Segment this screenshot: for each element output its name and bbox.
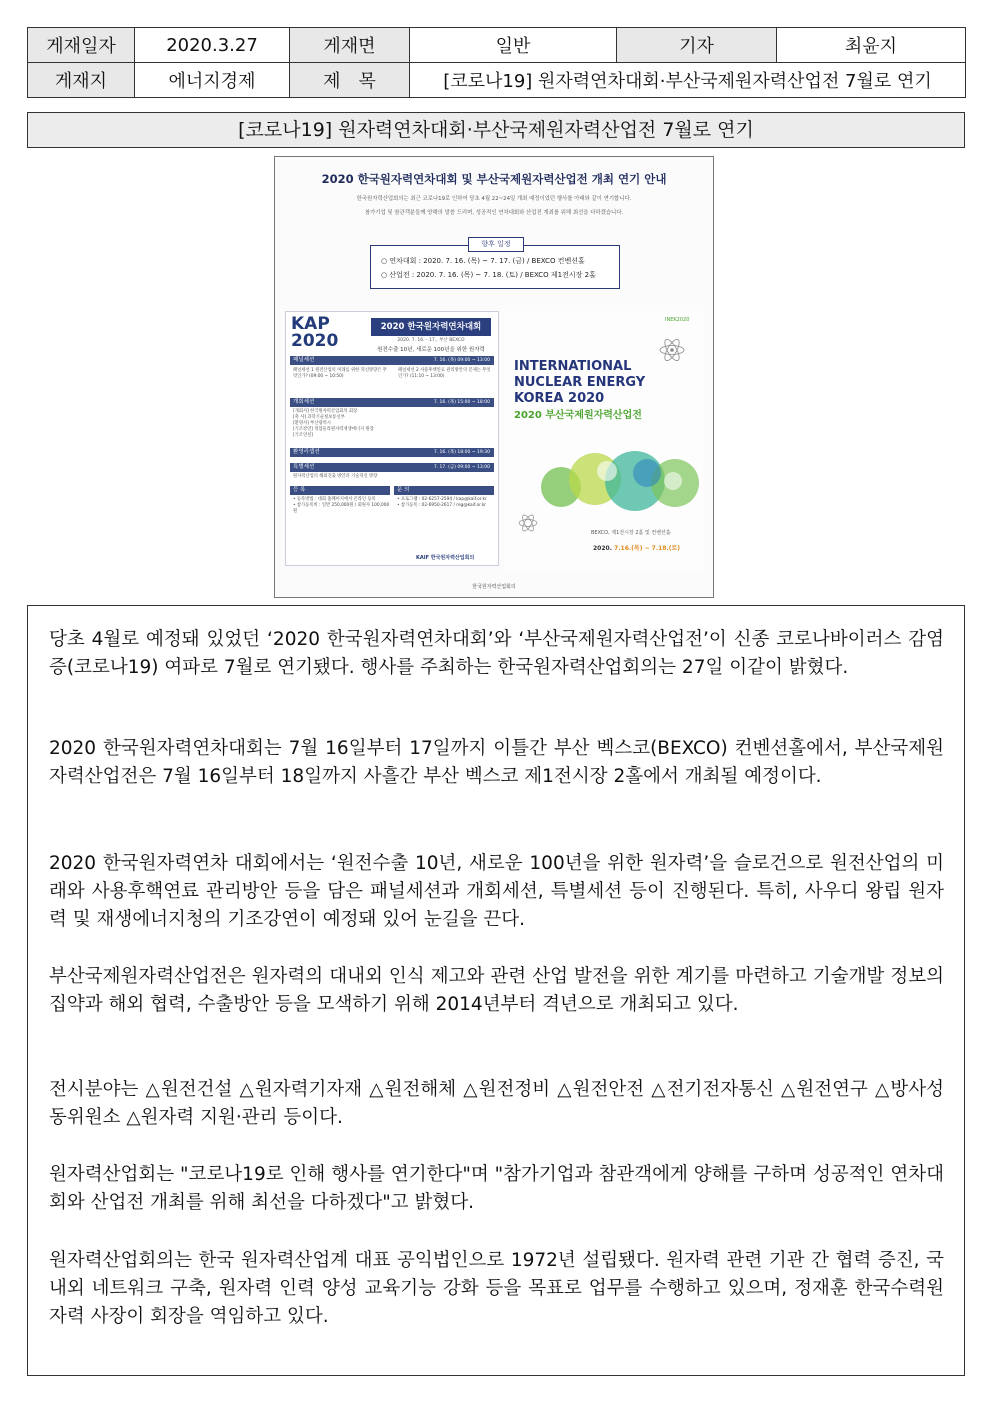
meta-row-1 bbox=[28, 28, 966, 63]
atom-icon bbox=[655, 335, 689, 365]
panel-session-1: 패널세션 1 원전산업의 미래를 위한 혁신방향은 무엇인가? (09:00 ~ 10:50) bbox=[293, 368, 387, 379]
session-reception: 환영리셉션 7. 16. (목) 18:00 ~ 19:30 bbox=[290, 448, 494, 457]
poster-footer: 한국원자력산업회의 bbox=[472, 584, 516, 590]
meta-section-label: 게재면 bbox=[290, 28, 410, 63]
register-header: 등 록 bbox=[290, 486, 390, 495]
kaif-footer: KAIF 한국원자력산업회의 bbox=[416, 555, 475, 561]
opening-line: [기조연설] bbox=[293, 433, 313, 438]
paragraph-7: 원자력산업회의는 한국 원자력산업계 대표 공익법인으로 1972년 설립됐다. 원자력 관련 기관 간 협력 증진, 국내외 네트워크 구축, 원자력 인력 양성 교육기능 강화 등을 목표로 업무를 수행하고 있으며, 정재훈 한국수력원자력 사장이 회장을 역임하고 있다. bbox=[49, 1250, 944, 1327]
schedule-exhibition: ○ 산업전 : 2020. 7. 16. (목) ~ 7. 18. (토) / BEXCO 제1전시장 2홀 bbox=[381, 271, 596, 279]
session-opening: 개회세션 7. 16. (목) 15:00 ~ 18:00 bbox=[290, 398, 494, 407]
exhibition-graphic bbox=[535, 441, 703, 521]
opening-line: [기조강연] 킹압둘라원자력재생에너지 원장 bbox=[293, 427, 374, 432]
exhibition-date bbox=[593, 543, 680, 552]
inquiry-body bbox=[394, 497, 494, 509]
paragraph-5: 전시분야는 △원전건설 △원자력기자재 △원전해체 △원전정비 △원전안전 △전기전자통신 △원전연구 △방사성 동위원소 △원자력 지원·관리 등이다. bbox=[49, 1079, 944, 1128]
kap-logo: KAP bbox=[291, 314, 330, 334]
headline: [코로나19] 원자력연차대회·부산국제원자력산업전 7월로 연기 bbox=[27, 112, 965, 148]
session-panel: 패널세션 7. 16. (목) 09:00 ~ 13:00 bbox=[290, 356, 494, 365]
exhibition-subtitle: 2020 부산국제원자력산업전 bbox=[514, 410, 642, 421]
article-meta-table bbox=[27, 27, 966, 98]
special-body: 원자력산업의 해외진출 방안과 기술혁신 방향 bbox=[293, 474, 378, 479]
panel-body bbox=[290, 366, 494, 396]
poster-intro-1: 한국원자력산업회의는 최근 코로나19로 인하여 당초 4월 22~24일 개최 예정이었던 행사를 아래와 같이 연기합니다. bbox=[356, 196, 632, 202]
meta-reporter-label: 기자 bbox=[617, 28, 777, 63]
opening-body bbox=[290, 409, 494, 439]
exhibition-name-line-3: KOREA 2020 bbox=[514, 391, 605, 406]
opening-line: [축 사] 과학기술정보통신부 bbox=[293, 415, 345, 420]
meta-publication-label: 게재지 bbox=[28, 63, 135, 98]
session-special: 특별세션 7. 17. (금) 09:00 ~ 13:00 bbox=[290, 463, 494, 472]
kap-year: 2020 bbox=[291, 331, 339, 351]
inquiry-header: 문 의 bbox=[394, 486, 494, 495]
panel-session-2: 패널세션 2 사용후핵연료 관리방안의 문제는 무엇인가? (11:10 ~ 13:00) bbox=[398, 368, 491, 379]
inek-logo: INEK2020 bbox=[665, 317, 690, 323]
register-body bbox=[290, 497, 390, 515]
paragraph-3: 2020 한국원자력연차 대회에서는 ‘원전수출 10년, 새로운 100년을 위한 원자력’을 슬로건으로 원전산업의 미래와 사용후핵연료 관리방안 등을 담은 패널세션과 개회세션, 특별세션 등이 진행된다. 특히, 사우디 왕립 원자력 및 재생에너지청의 기조강연이 예정돼 있어 눈길을 끈다. bbox=[49, 853, 944, 930]
conference-slogan: 원전수출 10년, 새로운 100년을 위한 원자력 bbox=[377, 347, 485, 353]
opening-line: [개회사] 한국원자력산업회의 회장 bbox=[293, 409, 358, 414]
date-range: 7.16.(목) ~ 7.18.(토) bbox=[614, 545, 681, 552]
schedule-conference: ○ 연차대회 : 2020. 7. 16. (목) ~ 7. 17. (금) / BEXCO 컨벤션홀 bbox=[381, 257, 585, 265]
meta-reporter-value: 최윤지 bbox=[777, 28, 966, 63]
paragraph-2: 2020 한국원자력연차대회는 7월 16일부터 17일까지 이틀간 부산 벡스코(BEXCO) 컨벤션홀에서, 부산국제원자력산업전은 7월 16일부터 18일까지 사흘간 부산 벡스코 제1전시장 2홀에서 개최될 예정이다. bbox=[49, 738, 944, 787]
meta-row-2 bbox=[28, 63, 966, 98]
exhibition-venue: BEXCO, 제1전시장 2홀 및 컨벤션홀 bbox=[591, 530, 671, 536]
date-year: 2020. bbox=[593, 545, 612, 552]
event-poster bbox=[274, 156, 714, 598]
schedule-label: 향후 일정 bbox=[468, 237, 524, 252]
meta-date-value: 2020.3.27 bbox=[135, 28, 290, 63]
register-line: • 참가등록비 : 일반 250,000원 / 회원사 100,000원 bbox=[293, 503, 390, 514]
meta-date-label: 게재일자 bbox=[28, 28, 135, 63]
conference-title: 2020 한국원자력연차대회 bbox=[371, 318, 491, 336]
meta-title-value: [코로나19] 원자력연차대회·부산국제원자력산업전 7월로 연기 bbox=[410, 63, 966, 98]
meta-title-label: 제 목 bbox=[290, 63, 410, 98]
meta-publication-value: 에너지경제 bbox=[135, 63, 290, 98]
meta-section-value: 일반 bbox=[410, 28, 617, 63]
inquiry-line: • 참가등록 : 02-6950-2617 / reg@kaif.or.kr bbox=[397, 503, 487, 508]
paragraph-4: 부산국제원자력산업전은 원자력의 대내외 인식 제고와 관련 산업 발전을 위한 계기를 마련하고 기술개발 정보의 집약과 해외 협력, 수출방안 등을 모색하기 위해 2014년부터 격년으로 개최되고 있다. bbox=[49, 966, 944, 1015]
atom-icon bbox=[515, 511, 541, 535]
poster-title: 2020 한국원자력연차대회 및 부산국제원자력산업전 개최 연기 안내 bbox=[321, 172, 667, 186]
paragraph-6: 원자력산업회는 "코로나19로 인해 행사를 연기한다"며 "참가기업과 참관객에게 양해를 구하며 성공적인 연차대회와 산업전 개최를 위해 최선을 다하겠다"고 밝혔다. bbox=[49, 1164, 944, 1213]
register-line: • 등록방법 : 대회 홈페이지에서 온라인 등록 bbox=[293, 497, 376, 502]
conference-flyer bbox=[285, 311, 499, 566]
exhibition-name-line-1: INTERNATIONAL bbox=[514, 359, 632, 374]
inquiry-line: • 프로그램 : 02-6257-2594 / kap@kaif.or.kr bbox=[397, 497, 487, 502]
exhibition-flyer bbox=[505, 311, 703, 573]
exhibition-name-line-2: NUCLEAR ENERGY bbox=[514, 375, 646, 390]
article-body bbox=[27, 605, 965, 1376]
poster-intro-2: 참가기업 및 참관객분들께 양해의 말씀 드리며, 성공적인 연차대회와 산업전 개최를 위해 최선을 다하겠습니다. bbox=[364, 210, 624, 216]
conference-date: 2020. 7. 16. - 17., 부산 BEXCO bbox=[397, 338, 465, 343]
paragraph-1: 당초 4월로 예정돼 있었던 ‘2020 한국원자력연차대회’와 ‘부산국제원자력산업전’이 신종 코로나바이러스 감염증(코로나19) 여파로 7월로 연기됐다. 행사를 주최하는 한국원자력산업회의는 27일 이같이 밝혔다. bbox=[49, 629, 944, 678]
opening-line: [환영사] 부산광역시 bbox=[293, 421, 331, 426]
